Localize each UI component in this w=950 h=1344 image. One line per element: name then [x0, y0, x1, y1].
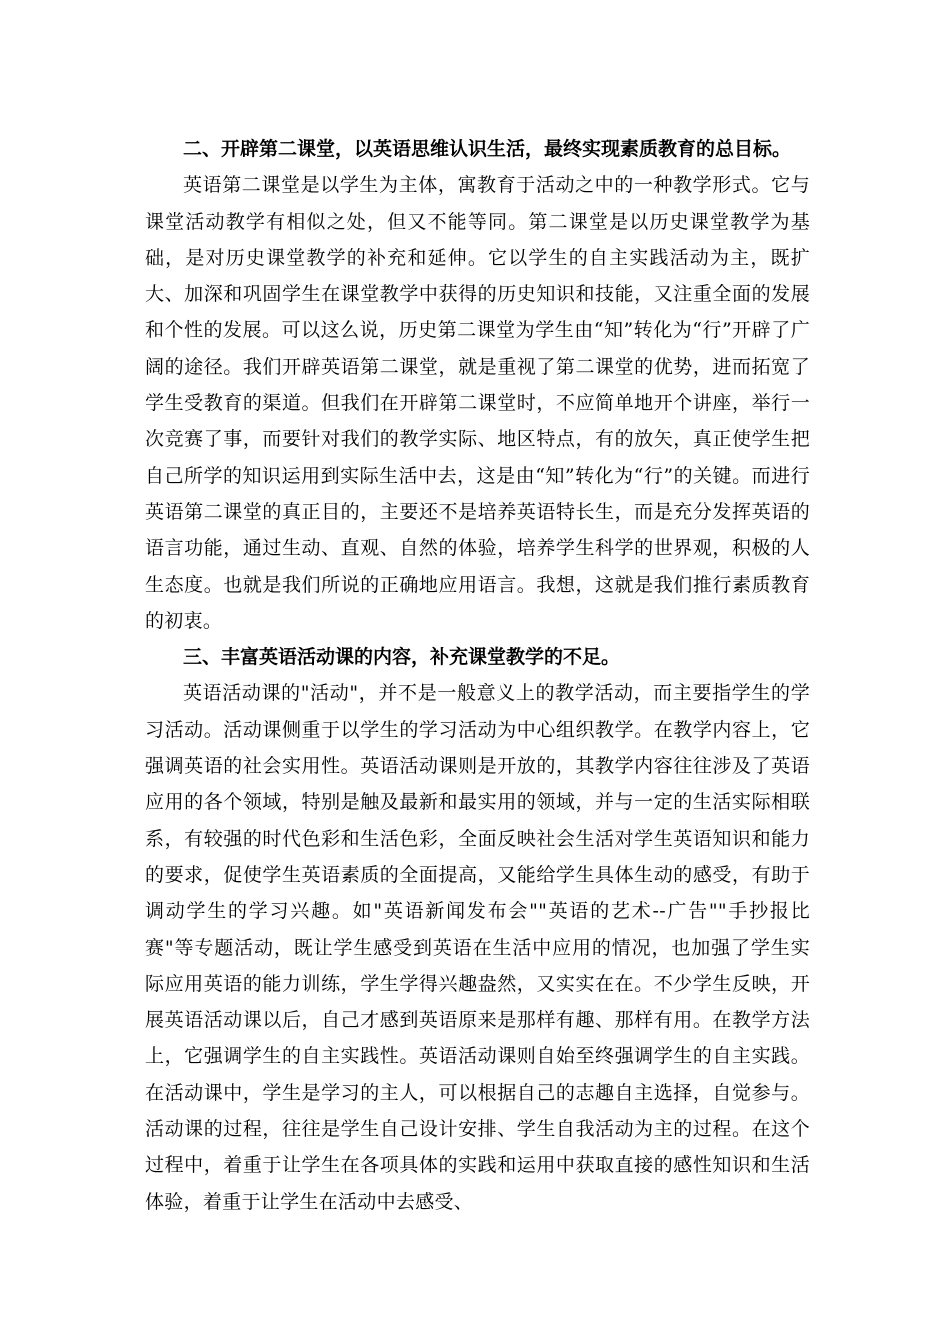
- section-heading-3: 三、丰富英语活动课的内容，补充课堂教学的不足。: [183, 646, 621, 669]
- section-heading-2: 二、开辟第二课堂，以英语思维认识生活，最终实现素质教育的总目标。: [183, 138, 792, 160]
- section-paragraph-2: 英语第二课堂是以学生为主体，寓教育于活动之中的一种教学形式。它与课堂活动教学有相似之处，但又不能等同。第二课堂是以历史课堂教学为基础，是对历史课堂教学的补充和延伸。它以学生的自主实践活动为主，既扩大、加深和巩固学生在课堂教学中获得的历史知识和技能，又注重全面的发展和个性的发展。可以这么说，历史第二课堂为学生由“知”转化为“行”开辟了广阔的途径。我们开辟英语第二课堂，就是重视了第二课堂的优势，进而拓宽了学生受教育的渠道。但我们在开辟第二课堂时，不应简单地开个讲座，举行一次竞赛了事，而要针对我们的教学实际、地区特点，有的放矢，真正使学生把自己所学的知识运用到实际生活中去，这是由“知”转化为“行”的关键。而进行英语第二课堂的真正目的，主要还不是培养英语特长生，而是充分发挥英语的语言功能，通过生动、直观、自然的体验，培养学生科学的世界观，积极的人生态度。也就是我们所说的正确地应用语言。我想，这就是我们推行素质教育的初衷。: [145, 174, 810, 632]
- document-page: [145, 131, 810, 1220]
- section-paragraph-3: 英语活动课的"活动"，并不是一般意义上的教学活动，而主要指学生的学习活动。活动课侧重于以学生的学习活动为中心组织教学。在教学内容上，它强调英语的社会实用性。英语活动课则是开放的，其教学内容往往涉及了英语应用的各个领域，特别是触及最新和最实用的领域，并与一定的生活实际相联系，有较强的时代色彩和生活色彩，全面反映社会生活对学生英语知识和能力的要求，促使学生英语素质的全面提高，又能给学生具体生动的感受，有助于调动学生的学习兴趣。如"英语新闻发布会""英语的艺术--广告""手抄报比赛"等专题活动，既让学生感受到英语在生活中应用的情况，也加强了学生实际应用英语的能力训练，学生学得兴趣盎然，又实实在在。不少学生反映，开展英语活动课以后，自己才感到英语原来是那样有趣、那样有用。在教学方法上，它强调学生的自主实践性。英语活动课则自始至终强调学生的自主实践。在活动课中，学生是学习的主人，可以根据自己的志趣自主选择，自觉参与。活动课的过程，往往是学生自己设计安排、学生自我活动为主的过程。在这个过程中，着重于让学生在各项具体的实践和运用中获取直接的感性知识和生活体验，着重于让学生在活动中去感受、: [145, 682, 810, 1213]
